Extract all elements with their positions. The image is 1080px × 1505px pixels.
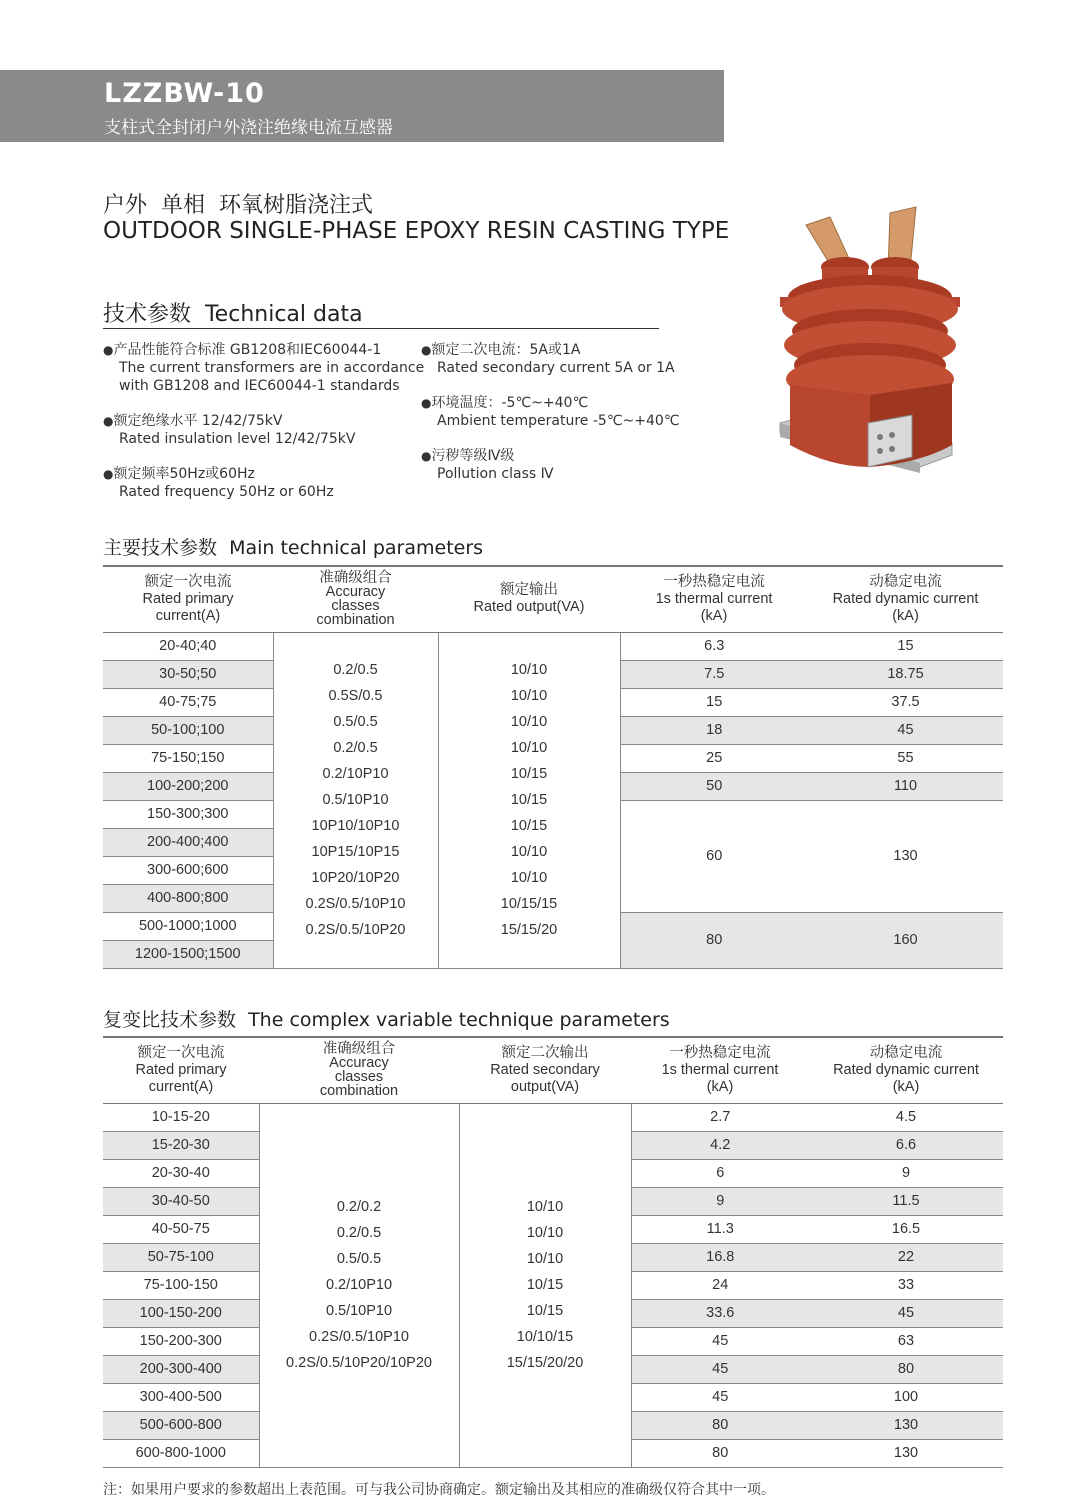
table-cell: 75-150;150 (103, 744, 273, 772)
table-cell: 40-50-75 (103, 1215, 259, 1243)
table-cell: 500-1000;1000 (103, 912, 273, 940)
table-cell: 55 (808, 744, 1003, 772)
spec-item: ●额定频率50Hz或60Hz Rated frequency 50Hz or 60Hz (103, 466, 334, 500)
table-cell: 300-400-500 (103, 1383, 259, 1411)
technical-data-title: 技术参数 Technical data (103, 302, 363, 327)
table-cell: 40-75;75 (103, 688, 273, 716)
table-cell: 7.5 (620, 660, 808, 688)
model-subtitle: 支柱式全封闭户外浇注绝缘电流互感器 (104, 118, 393, 138)
table-cell: 37.5 (808, 688, 1003, 716)
type-heading-cn: 户外 单相 环氧树脂浇注式 (103, 193, 373, 218)
table-cell: 130 (808, 800, 1003, 912)
column-header: 准确级组合 Accuracy classes combination (259, 1037, 459, 1103)
footnote: 注：如果用户要求的参数超出上表范围。可与我公司协商确定。额定输出及其相应的准确级仅符合其中一项。 (103, 1482, 775, 1498)
table-cell: 2.7 (631, 1103, 809, 1131)
column-header: 动稳定电流 Rated dynamic current (kA) (808, 566, 1003, 632)
table-cell: 20-40;40 (103, 632, 273, 660)
column-header: 准确级组合 Accuracy classes combination (273, 566, 438, 632)
table-cell: 18 (620, 716, 808, 744)
table-cell: 100 (809, 1383, 1003, 1411)
accuracy-cell: 0.2/0.5 0.5S/0.5 0.5/0.5 0.2/0.5 0.2/10P10 0.5/10P10 10P10/10P10 10P15/10P15 10P20/10P20 0.2S/0.5/10P10 0.2S/0.5/10P20 (273, 632, 438, 968)
divider (103, 328, 659, 329)
table-cell: 45 (631, 1355, 809, 1383)
accuracy-cell: 0.2/0.2 0.2/0.5 0.5/0.5 0.2/10P10 0.5/10P10 0.2S/0.5/10P10 0.2S/0.5/10P20/10P20 (259, 1103, 459, 1467)
column-header: 动稳定电流 Rated dynamic current (kA) (809, 1037, 1003, 1103)
table-cell: 600-800-1000 (103, 1439, 259, 1467)
table-cell: 45 (808, 716, 1003, 744)
table-cell: 45 (631, 1327, 809, 1355)
table-row (103, 632, 1003, 660)
table-cell: 16.5 (809, 1215, 1003, 1243)
table-cell: 6.6 (809, 1131, 1003, 1159)
output-cell: 10/10 10/10 10/10 10/10 10/15 10/15 10/15 10/10 10/10 10/15/15 15/15/20 (438, 632, 620, 968)
column-header: 额定一次电流 Rated primary current(A) (103, 566, 273, 632)
column-header: 一秒热稳定电流 1s thermal current (kA) (620, 566, 808, 632)
table-row (103, 566, 1003, 632)
table-cell: 45 (631, 1383, 809, 1411)
spec-item: ●额定绝缘水平 12/42/75kV Rated insulation level 12/42/75kV (103, 413, 356, 447)
table-cell: 200-300-400 (103, 1355, 259, 1383)
spec-item: ●环境温度：-5℃~+40℃ Ambient temperature -5℃~+40℃ (421, 395, 680, 429)
column-header: 额定输出 Rated output(VA) (438, 566, 620, 632)
table-cell: 400-800;800 (103, 884, 273, 912)
table-cell: 16.8 (631, 1243, 809, 1271)
table-cell: 30-50;50 (103, 660, 273, 688)
main-table-title: 主要技术参数 Main technical parameters (103, 537, 484, 559)
table-cell: 60 (620, 800, 808, 912)
model-title: LZZBW-10 (104, 78, 265, 109)
output-cell: 10/10 10/10 10/10 10/15 10/15 10/10/15 15/15/20/20 (459, 1103, 631, 1467)
table-cell: 75-100-150 (103, 1271, 259, 1299)
table-cell: 4.2 (631, 1131, 809, 1159)
table-cell: 33 (809, 1271, 1003, 1299)
table-cell: 80 (631, 1439, 809, 1467)
current-transformer-product-photo (770, 205, 960, 505)
table-cell: 200-400;400 (103, 828, 273, 856)
spec-item: ●产品性能符合标准 GB1208和IEC60044-1 The current transformers are in accordance with GB1208 and IEC60044-1 standards (103, 342, 425, 394)
table-cell: 500-600-800 (103, 1411, 259, 1439)
table-cell: 80 (631, 1411, 809, 1439)
table-cell: 11.3 (631, 1215, 809, 1243)
table-cell: 4.5 (809, 1103, 1003, 1131)
table-cell: 80 (620, 912, 808, 968)
table-cell: 15-20-30 (103, 1131, 259, 1159)
table-cell: 9 (631, 1187, 809, 1215)
table-cell: 45 (809, 1299, 1003, 1327)
table-cell: 30-40-50 (103, 1187, 259, 1215)
table-cell: 9 (809, 1159, 1003, 1187)
table-cell: 24 (631, 1271, 809, 1299)
complex-parameters-table (103, 1036, 1003, 1468)
table-cell: 15 (620, 688, 808, 716)
column-header: 一秒热稳定电流 1s thermal current (kA) (631, 1037, 809, 1103)
table-cell: 50-100;100 (103, 716, 273, 744)
table-row (103, 1103, 1003, 1131)
table-cell: 80 (809, 1355, 1003, 1383)
table-cell: 100-150-200 (103, 1299, 259, 1327)
complex-table-title: 复变比技术参数 The complex variable technique parameters (103, 1009, 670, 1031)
table-cell: 100-200;200 (103, 772, 273, 800)
column-header: 额定一次电流 Rated primary current(A) (103, 1037, 259, 1103)
table-cell: 160 (808, 912, 1003, 968)
spec-item: ●额定二次电流：5A或1A Rated secondary current 5A or 1A (421, 342, 675, 376)
table-cell: 50 (620, 772, 808, 800)
table-cell: 300-600;600 (103, 856, 273, 884)
table-cell: 6 (631, 1159, 809, 1187)
table-row (103, 1037, 1003, 1103)
spec-item: ●污秽等级Ⅳ级 Pollution class Ⅳ (421, 448, 554, 482)
table-cell: 63 (809, 1327, 1003, 1355)
table-cell: 110 (808, 772, 1003, 800)
type-heading-en: OUTDOOR SINGLE-PHASE EPOXY RESIN CASTING TYPE (103, 218, 730, 244)
table-cell: 6.3 (620, 632, 808, 660)
column-header: 额定二次输出 Rated secondary output(VA) (459, 1037, 631, 1103)
main-parameters-table (103, 565, 1003, 969)
table-cell: 150-300;300 (103, 800, 273, 828)
table-cell: 18.75 (808, 660, 1003, 688)
table-cell: 130 (809, 1411, 1003, 1439)
table-cell: 15 (808, 632, 1003, 660)
table-cell: 50-75-100 (103, 1243, 259, 1271)
table-cell: 25 (620, 744, 808, 772)
table-cell: 130 (809, 1439, 1003, 1467)
table-cell: 22 (809, 1243, 1003, 1271)
table-cell: 11.5 (809, 1187, 1003, 1215)
table-cell: 33.6 (631, 1299, 809, 1327)
table-cell: 20-30-40 (103, 1159, 259, 1187)
table-cell: 150-200-300 (103, 1327, 259, 1355)
table-cell: 1200-1500;1500 (103, 940, 273, 968)
table-cell: 10-15-20 (103, 1103, 259, 1131)
